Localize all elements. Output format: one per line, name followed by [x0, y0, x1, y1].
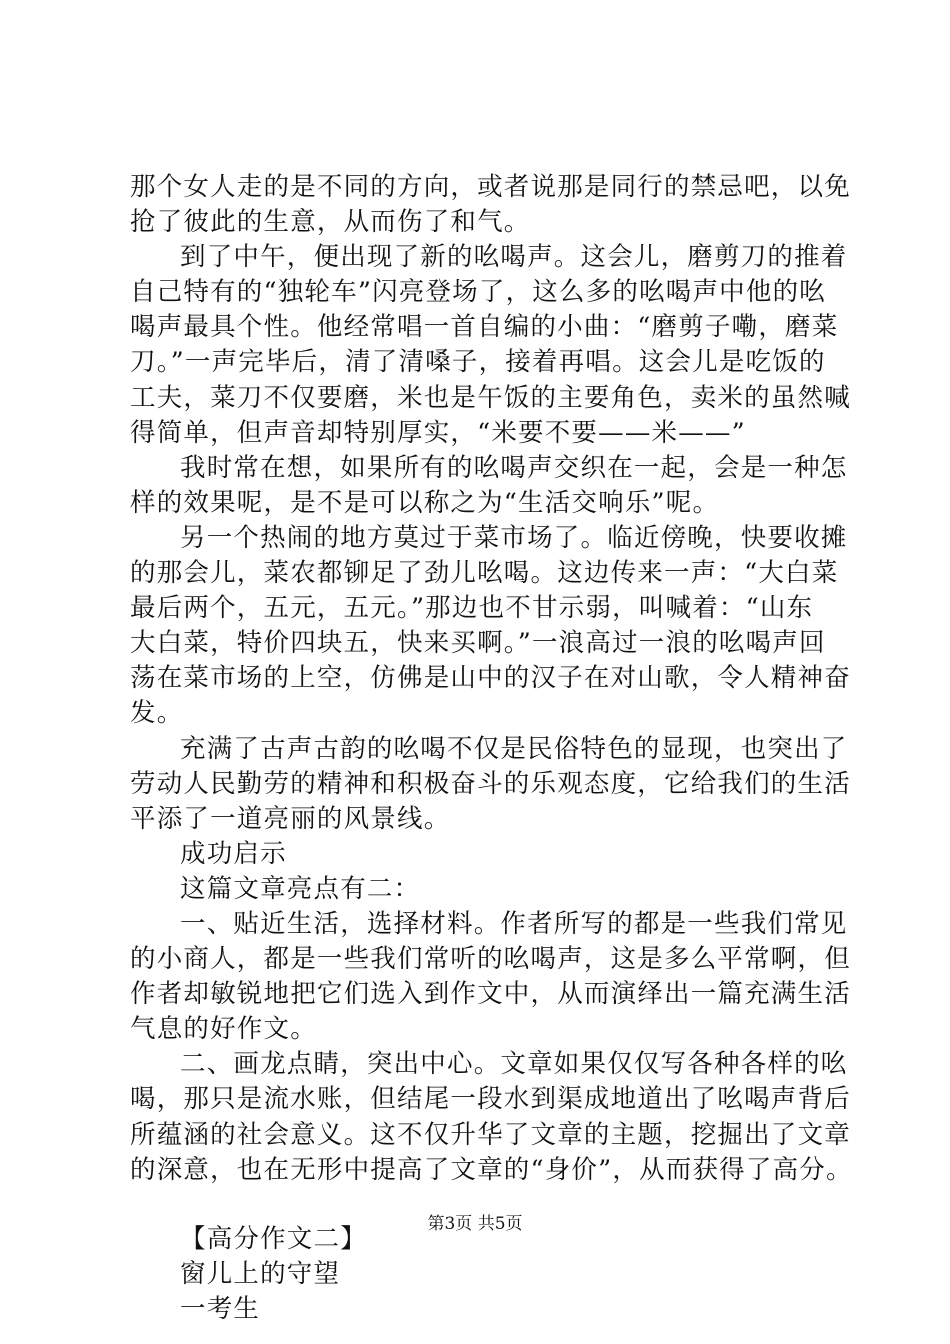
- essay-author: 一考生: [180, 1293, 261, 1324]
- paragraph-line: 刀。”一声完毕后，清了清嗓子，接着再唱。这会儿是吃饭的: [130, 347, 826, 378]
- paragraph-line: 的那会儿，菜农都铆足了劲儿吆喝。这边传来一声：“大白菜: [130, 558, 839, 589]
- page-number-footer: 第3页 共5页: [427, 1214, 523, 1234]
- paragraph-line: 我时常在想，如果所有的吆喝声交织在一起，会是一种怎: [180, 452, 848, 483]
- paragraph-line: 工夫，菜刀不仅要磨，米也是午饭的主要角色，卖米的虽然喊: [130, 382, 851, 413]
- paragraph-line: 自己特有的“独轮车”闪亮登场了，这么多的吆喝声中他的吆: [130, 277, 826, 308]
- paragraph-line: 一、贴近生活，选择材料。作者所写的都是一些我们常见: [180, 908, 848, 939]
- paragraph-line: 到了中午，便出现了新的吆喝声。这会儿，磨剪刀的推着: [180, 242, 848, 273]
- paragraph-line: 另一个热闹的地方莫过于菜市场了。临近傍晚，快要收摊: [180, 522, 848, 553]
- paragraph-line: 荡在菜市场的上空，仿佛是山中的汉子在对山歌，令人精神奋: [130, 663, 851, 694]
- essay-title: 窗儿上的守望: [180, 1258, 341, 1289]
- essay-body: [130, 170, 853, 1327]
- paragraph-line: 劳动人民勤劳的精神和积极奋斗的乐观态度，它给我们的生活: [130, 768, 851, 799]
- paragraph-line: 发。: [130, 698, 184, 729]
- paragraph-line: 作者却敏锐地把它们选入到作文中，从而演绎出一篇充满生活: [130, 979, 851, 1010]
- paragraph-line: 样的效果呢，是不是可以称之为“生活交响乐”呢。: [130, 487, 720, 518]
- paragraph-line: 充满了古声古韵的吆喝不仅是民俗特色的显现，也突出了: [180, 733, 848, 764]
- paragraph-line: 最后两个，五元，五元。”那边也不甘示弱，叫喊着：“山东: [130, 593, 814, 624]
- paragraph-line: 二、画龙点睛，突出中心。文章如果仅仅写各种各样的吆: [180, 1049, 848, 1080]
- paragraph-line: 喝，那只是流水账，但结尾一段水到渠成地道出了吆喝声背后: [130, 1084, 851, 1115]
- paragraph-line: 气息的好作文。: [130, 1014, 317, 1045]
- paragraph-line: 这篇文章亮点有二：: [180, 873, 421, 904]
- paragraph-line: 那个女人走的是不同的方向，或者说那是同行的禁忌吧，以免: [130, 172, 851, 202]
- section-heading: 成功启示: [180, 838, 287, 869]
- paragraph-line: 所蕴涵的社会意义。这不仅升华了文章的主题，挖掘出了文章: [130, 1119, 851, 1150]
- paragraph-line: 平添了一道亮丽的风景线。: [130, 803, 451, 834]
- essay-label: 【高分作文二】: [180, 1223, 367, 1254]
- paragraph-line: 喝声最具个性。他经常唱一首自编的小曲：“磨剪子嘞，磨菜: [130, 312, 839, 343]
- paragraph-line: 大白菜，特价四块五，快来买啊。”一浪高过一浪的吆喝声回: [130, 628, 826, 659]
- paragraph-line: 的深意，也在无形中提高了文章的“身价”，从而获得了高分。: [130, 1154, 853, 1185]
- paragraph-line: 抢了彼此的生意，从而伤了和气。: [130, 207, 531, 238]
- paragraph-line: 得简单，但声音却特别厚实，“米要不要——米——”: [130, 417, 746, 448]
- paragraph-line: 的小商人，都是一些我们常听的吆喝声，这是多么平常啊，但: [130, 944, 851, 975]
